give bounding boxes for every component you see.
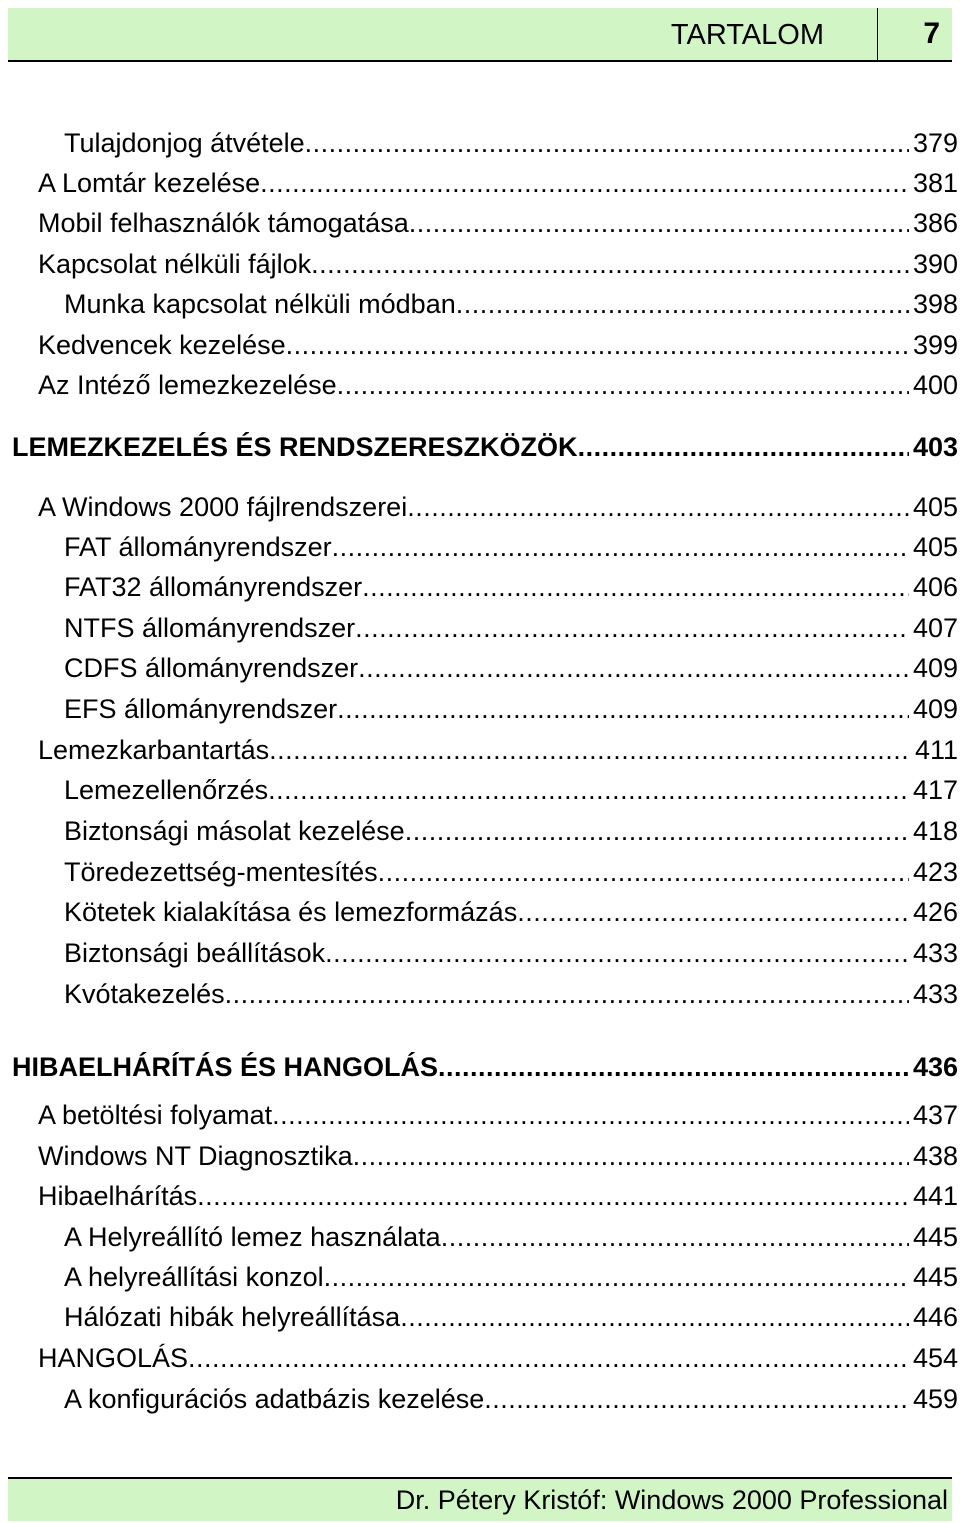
toc-entry-title: Windows NT Diagnosztika <box>38 1141 353 1171</box>
toc-entry <box>64 651 958 685</box>
toc-entry-page: 433 <box>912 938 958 968</box>
toc-entry-page: 445 <box>912 1262 958 1292</box>
toc-entry-title: Munka kapcsolat nélküli módban <box>64 289 456 319</box>
toc-entry <box>64 1300 958 1334</box>
toc-entry-page: 423 <box>912 857 958 887</box>
toc-dot-leader <box>353 1139 909 1173</box>
toc-dot-leader <box>578 430 909 464</box>
toc-entry <box>64 814 958 848</box>
toc-dot-leader <box>272 1098 909 1132</box>
toc-dot-leader <box>311 247 909 281</box>
toc-entry <box>38 1341 958 1375</box>
toc-entry-page: 390 <box>912 249 958 279</box>
toc-entry <box>64 936 958 970</box>
toc-entry-title: A Helyreállító lemez használata <box>64 1222 441 1252</box>
toc-entry-title: Biztonsági másolat kezelése <box>64 816 405 846</box>
toc-entry-title: LEMEZKEZELÉS ÉS RENDSZERESZKÖZÖK <box>12 432 578 462</box>
toc-entry <box>64 611 958 645</box>
toc-entry <box>38 368 958 402</box>
toc-entry-page: 438 <box>912 1141 958 1171</box>
toc-entry-page: 441 <box>912 1181 958 1211</box>
toc-entry-page: 459 <box>912 1384 958 1414</box>
toc-dot-leader <box>337 692 909 726</box>
toc-entry-title: HANGOLÁS <box>38 1343 189 1373</box>
toc-entry <box>64 1382 958 1416</box>
toc-dot-leader <box>409 206 909 240</box>
toc-entry-page: 403 <box>912 432 958 462</box>
toc-entry-title: Töredezettség-mentesítés <box>64 857 378 887</box>
toc-entry-page: 399 <box>912 330 958 360</box>
toc-dot-leader <box>305 126 909 160</box>
toc-entry <box>38 1179 958 1213</box>
toc-entry <box>38 328 958 362</box>
toc-entry-title: HIBAELHÁRÍTÁS ÉS HANGOLÁS <box>12 1052 439 1082</box>
toc-entry-page: 411 <box>914 735 958 765</box>
toc-entry <box>38 733 958 767</box>
toc-entry-page: 386 <box>912 208 958 238</box>
toc-entry-page: 381 <box>912 168 958 198</box>
toc-entry-title: Kötetek kialakítása és lemezformázás <box>64 897 518 927</box>
toc-entry <box>64 977 958 1011</box>
toc-entry <box>38 247 958 281</box>
toc-entry-title: Kvótakezelés <box>64 979 225 1009</box>
toc-dot-leader <box>225 977 909 1011</box>
toc-entry-page: 405 <box>912 532 958 562</box>
toc-dot-leader <box>362 570 909 604</box>
toc-entry <box>64 287 958 321</box>
toc-entry-title: A konfigurációs adatbázis kezelése <box>64 1384 485 1414</box>
toc-entry <box>38 490 958 524</box>
toc-entry-page: 417 <box>912 775 958 805</box>
toc-entry-title: CDFS állományrendszer <box>64 653 359 683</box>
toc-entry-page: 446 <box>912 1302 958 1332</box>
toc-entry-page: 454 <box>912 1343 958 1373</box>
toc-entry-page: 405 <box>912 492 958 522</box>
toc-entry-page: 398 <box>912 289 958 319</box>
toc-entry-title: Hibaelhárítás <box>38 1181 198 1211</box>
toc-entry <box>38 166 958 200</box>
toc-entry-page: 418 <box>912 816 958 846</box>
toc-entry-title: FAT állományrendszer <box>64 532 332 562</box>
toc-entry-page: 379 <box>912 128 958 158</box>
toc-entry-title: Hálózati hibák helyreállítása <box>64 1302 401 1332</box>
toc-dot-leader <box>325 936 909 970</box>
toc-entry-title: Tulajdonjog átvétele <box>64 128 305 158</box>
toc-part-heading <box>12 1050 958 1084</box>
toc-entry-title: Kedvencek kezelése <box>38 330 286 360</box>
toc-entry-page: 433 <box>912 979 958 1009</box>
toc-entry-title: NTFS állományrendszer <box>64 613 356 643</box>
toc-dot-leader <box>405 814 909 848</box>
toc-entry <box>38 1139 958 1173</box>
toc-dot-leader <box>332 530 909 564</box>
toc-entry <box>38 206 958 240</box>
toc-entry-title: Az Intéző lemezkezelése <box>38 370 337 400</box>
toc-dot-leader <box>324 1260 909 1294</box>
toc-dot-leader <box>400 1300 909 1334</box>
toc-entry-page: 400 <box>912 370 958 400</box>
toc-entry-title: A betöltési folyamat <box>38 1100 273 1130</box>
toc-dot-leader <box>407 490 909 524</box>
toc-dot-leader <box>286 328 909 362</box>
toc-dot-leader <box>188 1341 909 1375</box>
toc-dot-leader <box>337 368 909 402</box>
toc-entry-page: 409 <box>912 694 958 724</box>
toc-dot-leader <box>260 166 909 200</box>
toc-entry <box>38 1098 958 1132</box>
toc-entry-title: Kapcsolat nélküli fájlok <box>38 249 312 279</box>
toc-dot-leader <box>456 287 909 321</box>
toc-entry-page: 426 <box>912 897 958 927</box>
toc-entry <box>64 855 958 889</box>
toc-dot-leader <box>484 1382 909 1416</box>
toc-entry-title: A Lomtár kezelése <box>38 168 261 198</box>
toc-entry-page: 407 <box>912 613 958 643</box>
toc-entry <box>64 1220 958 1254</box>
toc-entry <box>64 530 958 564</box>
toc-entry-title: Biztonsági beállítások <box>64 938 326 968</box>
toc-entry-page: 436 <box>912 1052 958 1082</box>
toc-dot-leader <box>517 895 909 929</box>
toc-entry <box>64 895 958 929</box>
toc-dot-leader <box>358 651 909 685</box>
toc-entry <box>64 570 958 604</box>
toc-entry <box>64 1260 958 1294</box>
toc-entry-page: 409 <box>912 653 958 683</box>
toc-part-heading <box>12 430 958 464</box>
page-footer <box>8 1477 952 1521</box>
toc-dot-leader <box>197 1179 909 1213</box>
toc-dot-leader <box>269 733 911 767</box>
toc-entry-page: 406 <box>912 572 958 602</box>
toc-entry-title: Lemezellenőrzés <box>64 775 269 805</box>
toc-entry <box>64 773 958 807</box>
toc-entry-title: EFS állományrendszer <box>64 694 338 724</box>
toc-entry-page: 437 <box>912 1100 958 1130</box>
toc-dot-leader <box>441 1220 909 1254</box>
toc-entry-title: Mobil felhasználók támogatása <box>38 208 409 238</box>
toc-dot-leader <box>378 855 909 889</box>
toc-entry-title: A helyreállítási konzol <box>64 1262 324 1292</box>
toc-dot-leader <box>355 611 909 645</box>
toc-entry <box>64 692 958 726</box>
toc-entry-page: 445 <box>912 1222 958 1252</box>
header-title: TARTALOM <box>670 19 824 51</box>
toc-entry-title: A Windows 2000 fájlrendszerei <box>38 492 408 522</box>
toc-entry-title: FAT32 állományrendszer <box>64 572 363 602</box>
header-page-number: 7 <box>923 17 940 50</box>
toc-entry-title: Lemezkarbantartás <box>38 735 270 765</box>
toc-dot-leader <box>268 773 909 807</box>
toc-dot-leader <box>438 1050 909 1084</box>
footer-text: Dr. Pétery Kristóf: Windows 2000 Professional <box>395 1485 948 1515</box>
toc-entry <box>64 126 958 160</box>
